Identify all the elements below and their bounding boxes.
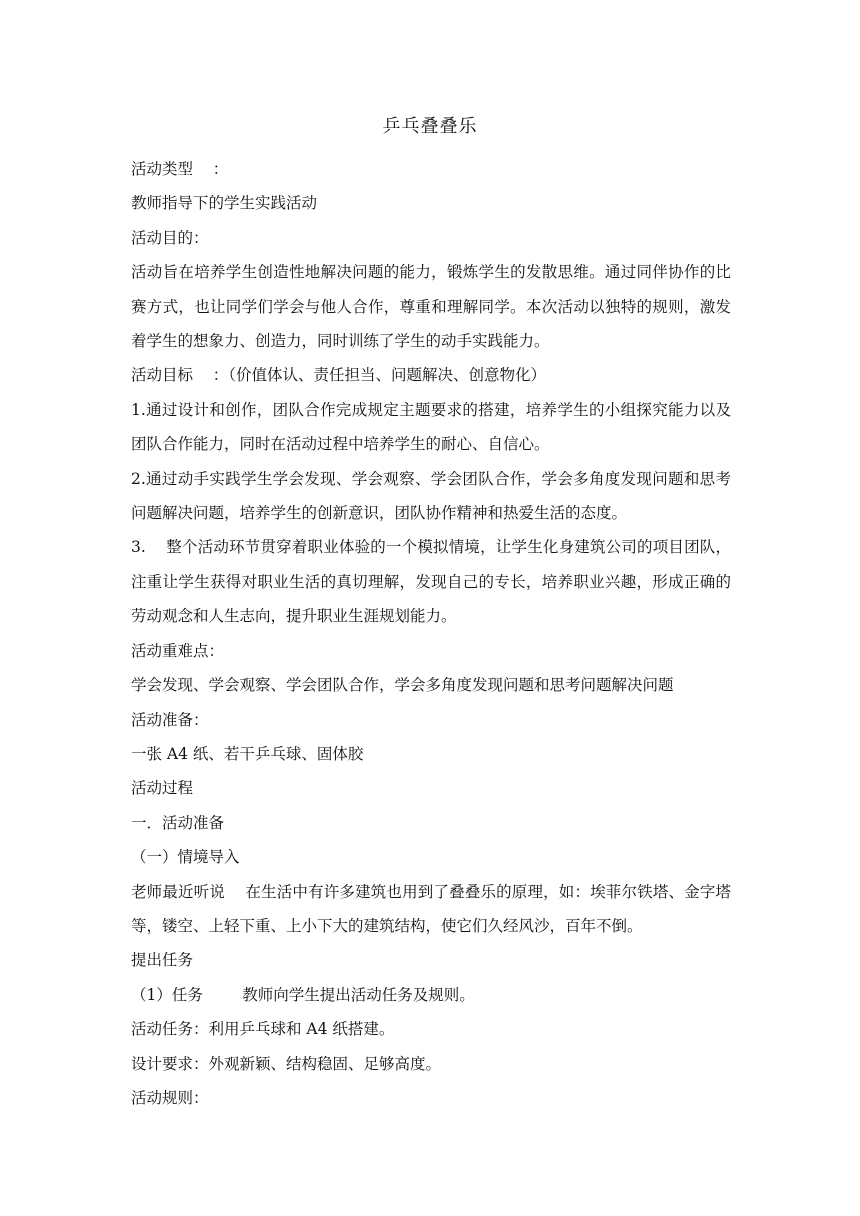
paragraph-design-requirements: 设计要求：外观新颖、结构稳固、足够高度。 <box>131 1054 442 1073</box>
paragraph-key-points: 学会发现、学会观察、学会团队合作，学会多角度发现问题和思考问题解决问题 <box>131 676 674 695</box>
paragraph-rules-label: 活动规则： <box>131 1088 209 1107</box>
paragraph-task-description: 活动任务：利用乒乓球和 A4 纸搭建。 <box>131 1020 395 1039</box>
paragraph-process-label: 活动过程 <box>131 779 194 798</box>
document-body <box>131 152 731 1115</box>
paragraph-purpose: 活动旨在培养学生创造性地解决问题的能力，锻炼学生的发散思维。通过同伴协作的比赛方式，也让同学们学会与他人合作，尊重和理解同学。本次活动以独特的规则，激发着学生的想象力、创造力，同时训练了学生的动手实践能力。 <box>131 263 731 351</box>
paragraph-purpose-label: 活动目的： <box>131 228 209 247</box>
document-title: 乒乓叠叠乐 <box>382 116 478 137</box>
paragraph-goals-label: 活动目标 ：（价值体认、责任担当、问题解决、创意物化） <box>131 366 546 385</box>
paragraph-key-points-label: 活动重难点： <box>131 641 225 660</box>
paragraph-task-heading: 提出任务 <box>131 951 194 970</box>
paragraph-preparation-materials: 一张 A4 纸、若干乒乓球、固体胶 <box>131 744 364 763</box>
paragraph-section-1: 一．活动准备 <box>131 813 225 832</box>
paragraph-preparation-label: 活动准备： <box>131 710 209 729</box>
paragraph-subsection-1: （一）情境导入 <box>131 848 240 867</box>
paragraph-goal-3: 3. 整个活动环节贯穿着职业体验的一个模拟情境，让学生化身建筑公司的项目团队，注重让学生获得对职业生活的真切理解，发现自己的专长，培养职业兴趣，形成正确的劳动观念和人生志向，提升职业生涯规划能力。 <box>131 538 731 626</box>
paragraph-goal-1: 1.通过设计和创作，团队合作完成规定主题要求的搭建，培养学生的小组探究能力以及团队合作能力，同时在活动过程中培养学生的耐心、自信心。 <box>131 400 731 454</box>
paragraph-goal-2: 2.通过动手实践学生学会发现、学会观察、学会团队合作，学会多角度发现问题和思考问题解决问题，培养学生的创新意识，团队协作精神和热爱生活的态度。 <box>131 469 731 523</box>
paragraph-activity-type-label: 活动类型 ： <box>131 160 229 178</box>
paragraph-scenario: 老师最近听说 在生活中有许多建筑也用到了叠叠乐的原理，如：埃菲尔铁塔、金字塔等，镂空、上轻下重、上小下大的建筑结构，使它们久经风沙，百年不倒。 <box>131 882 731 935</box>
paragraph-task-1: （1）任务 教师向学生提出活动任务及规则。 <box>131 985 475 1004</box>
paragraph-activity-type: 教师指导下的学生实践活动 <box>131 194 318 213</box>
